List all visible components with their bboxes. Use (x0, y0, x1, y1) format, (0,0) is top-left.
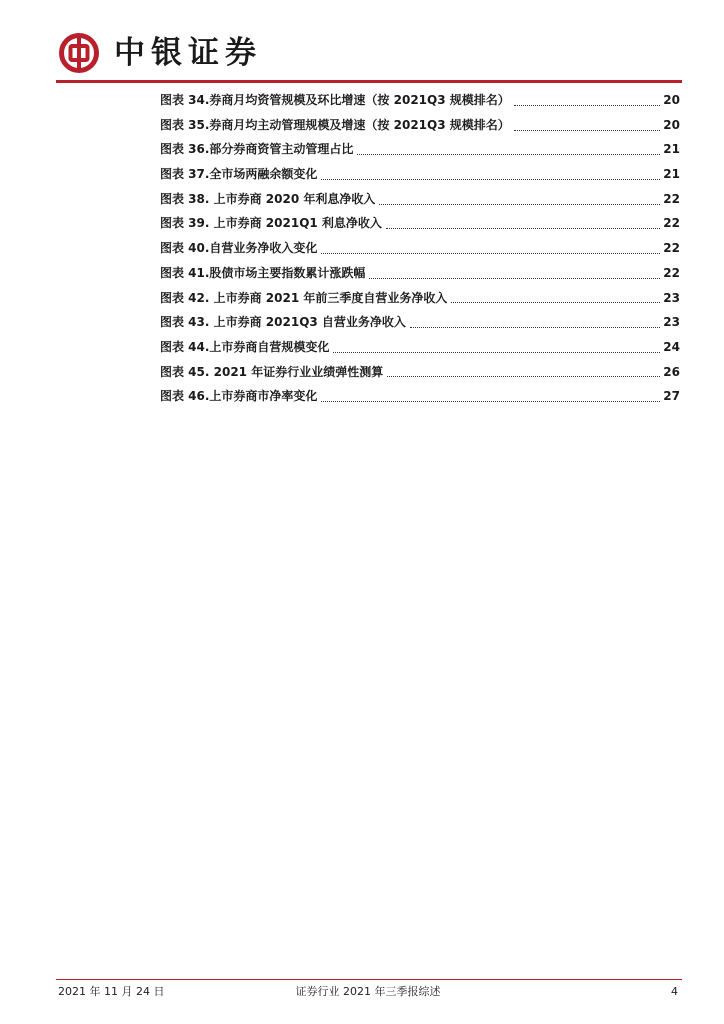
toc-entry-page: 23 (663, 290, 680, 305)
toc-dot-leader (386, 228, 660, 229)
toc-entry-page: 24 (663, 339, 680, 354)
toc-dot-leader (321, 179, 660, 180)
toc-dot-leader (321, 401, 660, 402)
toc-dot-leader (369, 278, 660, 279)
toc-entry-page: 27 (663, 389, 680, 404)
footer-divider (56, 979, 682, 980)
toc-entry-page: 22 (663, 265, 680, 280)
toc-entry[interactable] (160, 286, 680, 311)
footer-document-title: 证券行业 2021 年三季报综述 (295, 985, 441, 998)
toc-entry-title: 图表 44.上市券商自营规模变化 (160, 339, 330, 354)
toc-entry-page: 21 (663, 167, 680, 182)
toc-entry[interactable] (160, 261, 680, 286)
toc-entry[interactable] (160, 360, 680, 385)
toc-entry[interactable] (160, 236, 680, 261)
brand-name: 中银证券 (114, 35, 262, 71)
toc-dot-leader (514, 130, 661, 131)
toc-entry-title: 图表 36.部分券商资管主动管理占比 (160, 142, 354, 157)
toc-dot-leader (410, 327, 660, 328)
toc-entry-title: 图表 41.股债市场主要指数累计涨跌幅 (160, 265, 366, 280)
toc-entry[interactable] (160, 162, 680, 187)
toc-entry-title: 图表 45. 2021 年证券行业业绩弹性测算 (160, 364, 384, 379)
page-footer (58, 982, 678, 1002)
toc-entry-page: 22 (663, 216, 680, 231)
footer-page-number: 4 (671, 985, 678, 998)
toc-dot-leader (451, 302, 660, 303)
toc-entry[interactable] (160, 187, 680, 212)
toc-entry-title: 图表 39. 上市券商 2021Q1 利息净收入 (160, 216, 382, 231)
toc-entry[interactable] (160, 88, 680, 113)
toc-entry-title: 图表 38. 上市券商 2020 年利息净收入 (160, 191, 376, 206)
toc-entry[interactable] (160, 113, 680, 138)
toc-entry-title: 图表 34.券商月均资管规模及环比增速（按 2021Q3 规模排名） (160, 93, 510, 107)
page-header (58, 30, 262, 76)
toc-entry-title: 图表 37.全市场两融余额变化 (160, 167, 318, 182)
toc-entry-page: 26 (663, 364, 680, 379)
toc-entry-page: 22 (663, 241, 680, 256)
figure-list (160, 88, 680, 409)
header-divider (56, 80, 682, 83)
bank-of-china-logo-icon (58, 32, 100, 74)
toc-entry-page: 20 (663, 117, 680, 132)
toc-dot-leader (321, 253, 660, 254)
toc-entry-title: 图表 46.上市券商市净率变化 (160, 389, 318, 404)
toc-dot-leader (379, 204, 660, 205)
toc-entry-title: 图表 40.自营业务净收入变化 (160, 241, 318, 256)
toc-entry-title: 图表 43. 上市券商 2021Q3 自营业务净收入 (160, 315, 406, 330)
toc-dot-leader (333, 352, 660, 353)
toc-entry[interactable] (160, 310, 680, 335)
toc-entry-title: 图表 35.券商月均主动管理规模及增速（按 2021Q3 规模排名） (160, 117, 510, 132)
toc-entry-page: 21 (663, 142, 680, 157)
toc-dot-leader (514, 105, 661, 106)
toc-entry-title: 图表 42. 上市券商 2021 年前三季度自营业务净收入 (160, 290, 448, 305)
toc-entry-page: 22 (663, 191, 680, 206)
toc-entry[interactable] (160, 384, 680, 409)
toc-entry-page: 23 (663, 315, 680, 330)
toc-dot-leader (357, 154, 660, 155)
toc-entry-page: 20 (663, 93, 680, 107)
toc-entry[interactable] (160, 137, 680, 162)
toc-dot-leader (387, 376, 660, 377)
footer-date: 2021 年 11 月 24 日 (58, 985, 165, 998)
toc-entry[interactable] (160, 211, 680, 236)
toc-entry[interactable] (160, 335, 680, 360)
